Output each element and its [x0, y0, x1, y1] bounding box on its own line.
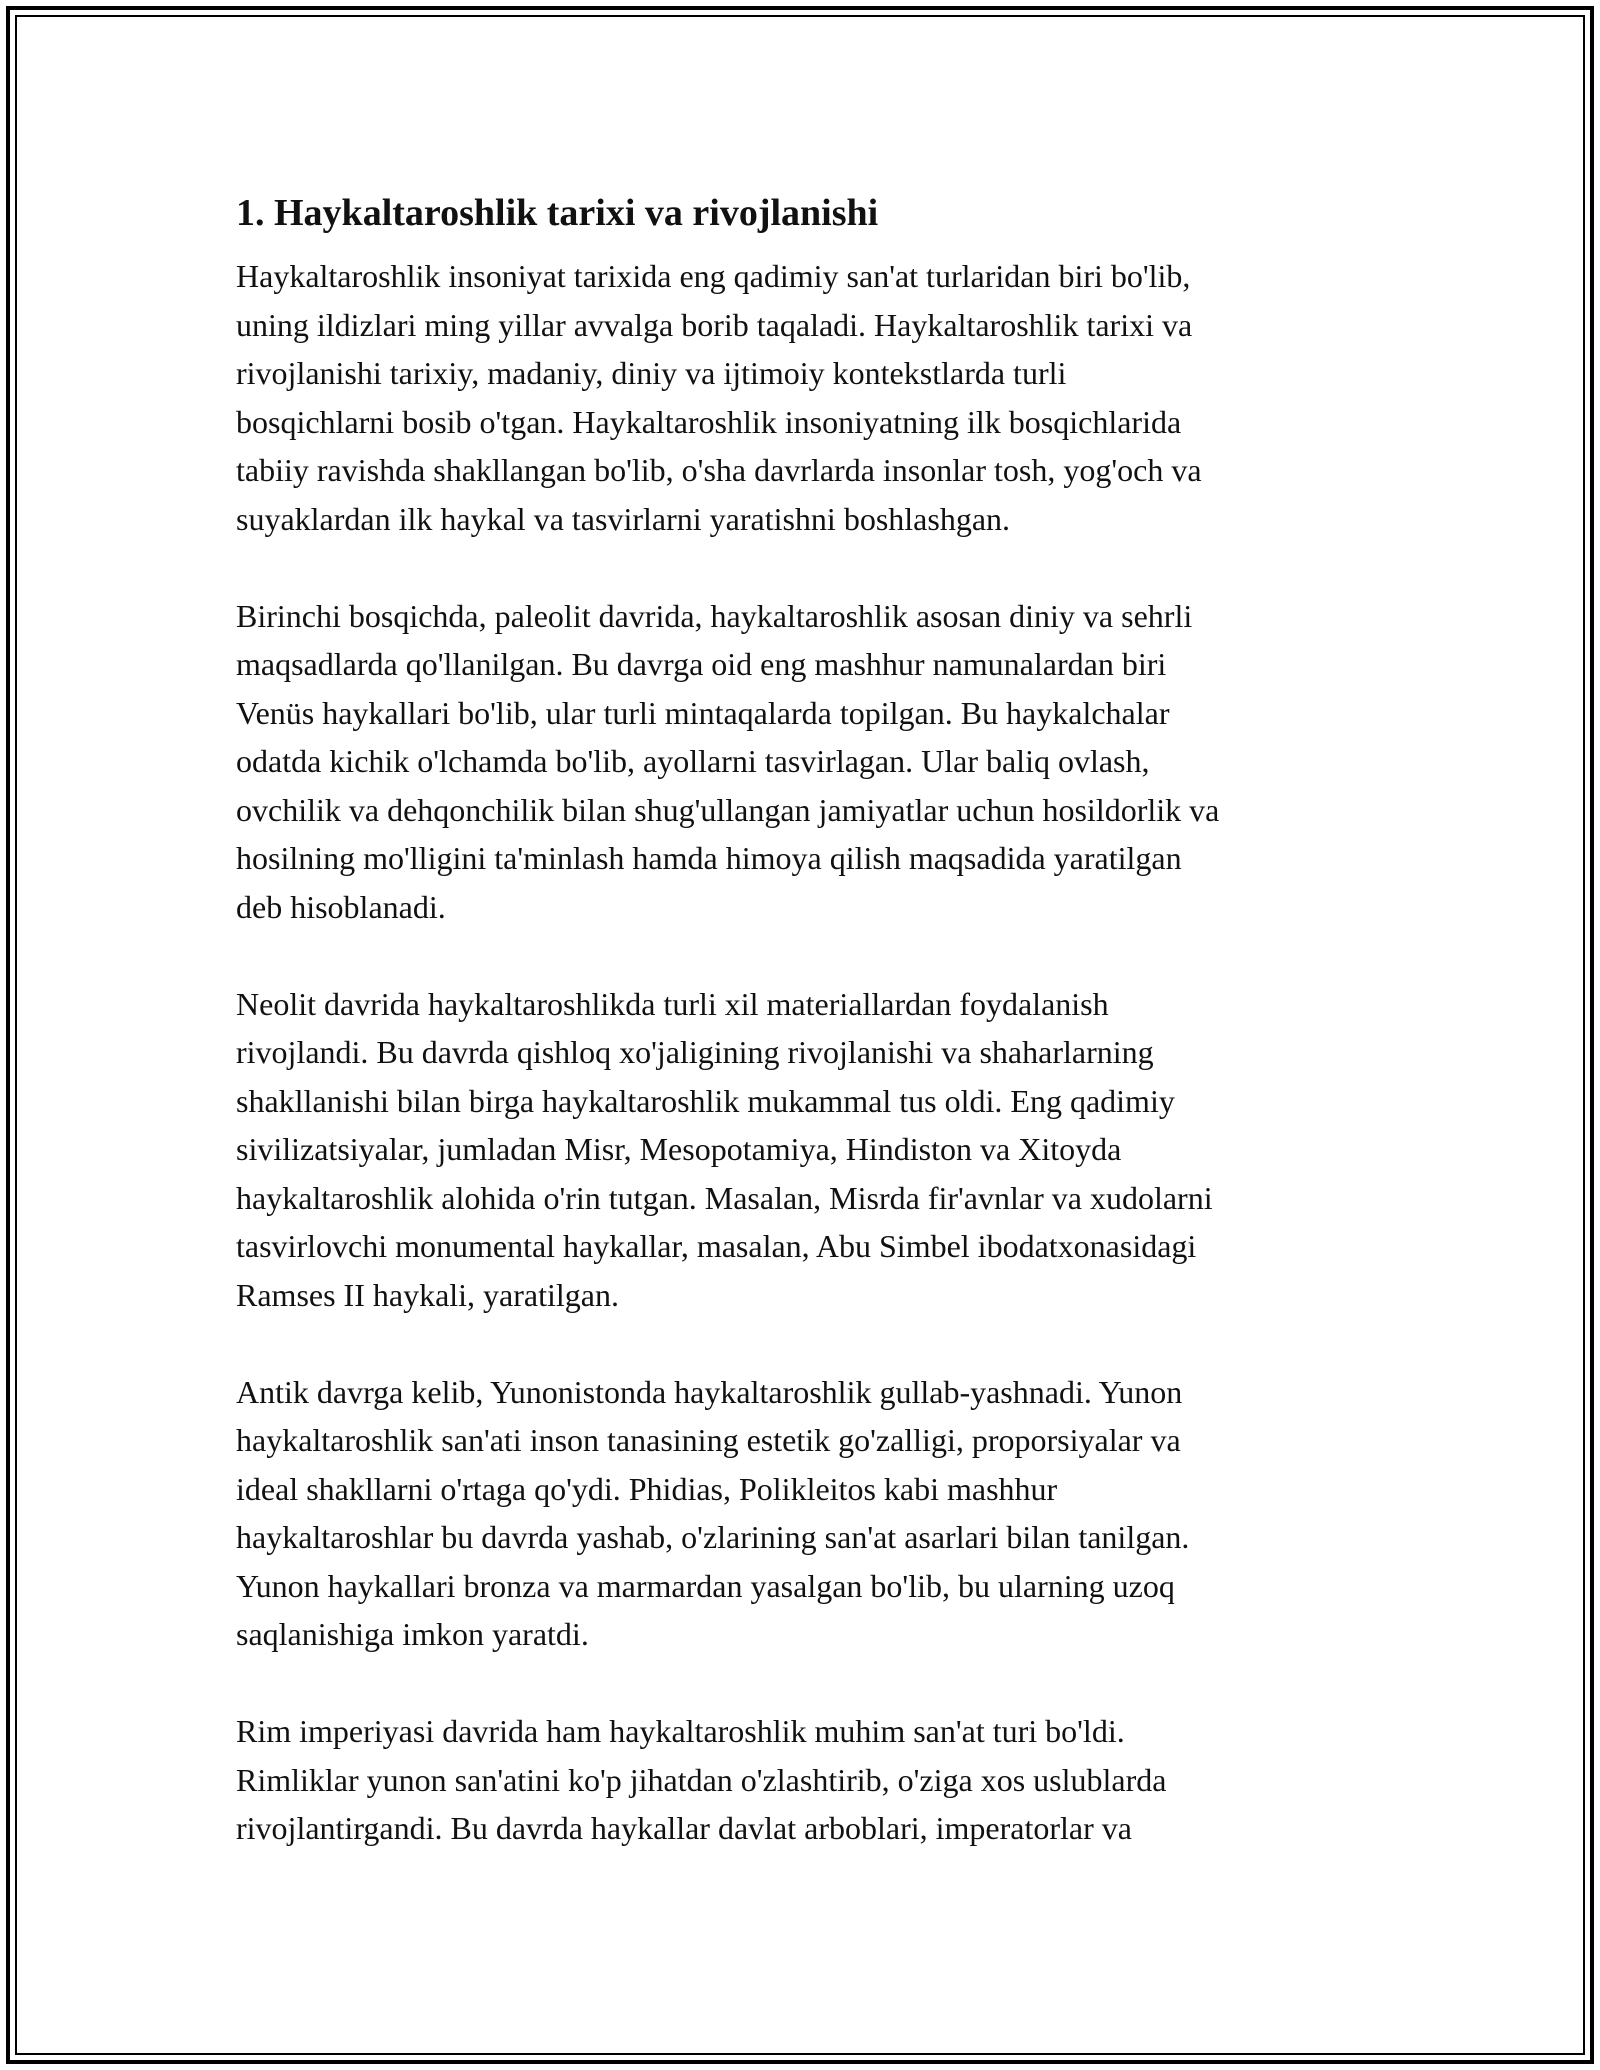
section-heading: 1. Haykaltaroshlik tarixi va rivojlanishi [236, 192, 879, 234]
paragraph: Neolit davrida haykaltaroshlikda turli xil materiallardan foydalanish rivojlandi. Bu davrda qishloq xo'jaligining rivojlanishi va shaharlarning shakllanishi bilan birga haykaltaroshlik mukammal tus oldi. Eng qadimiy sivilizatsiyalar, jumladan Misr, Mesopotamiya, Hindiston va Xitoyda haykaltaroshlik alohida o'rin tutgan. Masalan, Misrda fir'avnlar va xudolarni tasvirlovchi monumental haykallar, masalan, Abu Simbel ibodatxonasidagi Ramses II haykali, yaratilgan. [236, 985, 1213, 1313]
paragraph: Birinchi bosqichda, paleolit davrida, haykaltaroshlik asosan diniy va sehrli maqsadlarda qo'llanilgan. Bu davrga oid eng mashhur namunalardan biri Venüs haykallari bo'lib, ular turli mintaqalarda topilgan. Bu haykalchalar odatda kichik o'lchamda bo'lib, ayollarni tasvirlagan. Ular baliq ovlash, ovchilik va dehqonchilik bilan shug'ullangan jamiyatlar uchun hosildorlik va hosilning mo'lligini ta'minlash hamda himoya qilish maqsadida yaratilgan deb hisoblanadi. [236, 597, 1220, 925]
paragraph: Haykaltaroshlik insoniyat tarixida eng qadimiy san'at turlaridan biri bo'lib, uning ildizlari ming yillar avvalga borib taqaladi. Haykaltaroshlik tarixi va rivojlanishi tarixiy, madaniy, diniy va ijtimoiy kontekstlarda turli bosqichlarni bosib o'tgan. Haykaltaroshlik insoniyatning ilk bosqichlarida tabiiy ravishda shakllangan bo'lib, o'sha davrlarda insonlar tosh, yog'och va suyaklardan ilk haykal va tasvirlarni yaratishni boshlashgan. [236, 258, 1202, 537]
paragraph: Rim imperiyasi davrida ham haykaltaroshlik muhim san'at turi bo'ldi. Rimliklar yunon san'atini ko'p jihatdan o'zlashtirib, o'ziga xos uslublarda rivojlantirgandi. Bu davrda haykallar davlat arboblari, imperatorlar va [236, 1713, 1167, 1846]
paragraph: Antik davrga kelib, Yunonistonda haykaltaroshlik gullab-yashnadi. Yunon haykaltaroshlik san'ati inson tanasining estetik go'zalligi, proporsiyalar va ideal shakllarni o'rtaga qo'ydi. Phidias, Polikleitos kabi mashhur haykaltaroshlar bu davrda yashab, o'zlarining san'at asarlari bilan tanilgan. Yunon haykallari bronza va marmardan yasalgan bo'lib, bu ularning uzoq saqlanishiga imkon yaratdi. [236, 1373, 1190, 1652]
document-body [236, 188, 1376, 1901]
